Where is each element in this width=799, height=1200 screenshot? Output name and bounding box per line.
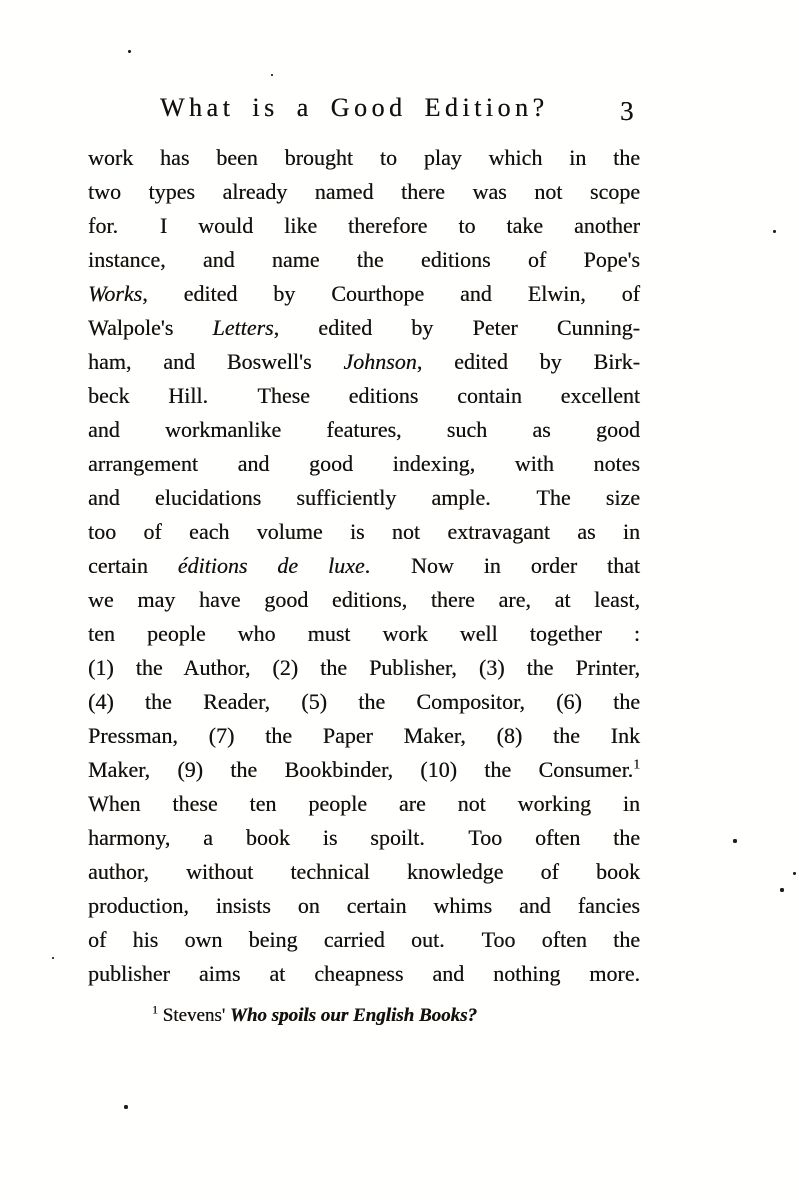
italic-text: Works bbox=[88, 281, 143, 306]
text-line bbox=[88, 311, 640, 345]
text-segment: production, insists on certain whims and fancies bbox=[88, 893, 640, 918]
text-line bbox=[88, 175, 640, 209]
text-segment: and workmanlike features, such as good bbox=[88, 417, 640, 442]
text-segment: harmony, a book is spoilt. Too often the bbox=[88, 825, 640, 850]
text-segment: of his own being carried out. Too often the bbox=[88, 927, 640, 952]
text-line bbox=[88, 515, 640, 549]
text-line bbox=[88, 379, 640, 413]
text-line bbox=[88, 243, 640, 277]
text-line bbox=[88, 923, 640, 957]
scan-speck bbox=[773, 230, 776, 233]
text-segment: Maker, (9) the Bookbinder, (10) the Consumer. bbox=[88, 757, 634, 782]
running-head-title: What is a Good Edition? bbox=[160, 93, 549, 122]
text-segment: beck Hill. These editions contain excellent bbox=[88, 383, 640, 408]
text-line bbox=[88, 685, 640, 719]
text-line bbox=[88, 345, 640, 379]
italic-text: Letters bbox=[212, 315, 274, 340]
text-segment: certain bbox=[88, 553, 178, 578]
text-line bbox=[88, 821, 640, 855]
text-segment: , edited by Peter Cunning- bbox=[273, 315, 640, 340]
text-segment: (1) the Author, (2) the Publisher, (3) the Printer, bbox=[88, 655, 640, 680]
text-segment: instance, and name the editions of Pope's bbox=[88, 247, 640, 272]
italic-text: Johnson bbox=[343, 349, 417, 374]
text-line bbox=[88, 957, 640, 991]
text-line bbox=[88, 277, 640, 311]
text-segment: Stevens' bbox=[157, 1005, 230, 1026]
text-line bbox=[88, 413, 640, 447]
page-number: 3 bbox=[620, 96, 634, 126]
text-line bbox=[88, 617, 640, 651]
text-segment: ten people who must work well together : bbox=[88, 621, 640, 646]
text-line bbox=[88, 651, 640, 685]
text-line bbox=[88, 209, 640, 243]
superscript-ref: 1 bbox=[633, 756, 640, 772]
scan-speck bbox=[124, 1105, 128, 1109]
text-segment: ham, and Boswell's bbox=[88, 349, 344, 374]
text-line bbox=[88, 583, 640, 617]
text-line bbox=[88, 549, 640, 583]
text-segment: Walpole's bbox=[88, 315, 213, 340]
text-line bbox=[88, 447, 640, 481]
scan-speck bbox=[793, 872, 796, 875]
scan-speck bbox=[733, 839, 737, 843]
text-line bbox=[88, 787, 640, 821]
text-segment: publisher aims at cheapness and nothing more. bbox=[88, 961, 640, 986]
superscript-ref: 1 bbox=[152, 1003, 158, 1017]
text-segment: too of each volume is not extravagant as in bbox=[88, 519, 640, 544]
text-segment: , edited by Birk- bbox=[416, 349, 640, 374]
text-segment: author, without technical knowledge of book bbox=[88, 859, 640, 884]
text-line bbox=[88, 141, 640, 175]
text-segment: and elucidations sufficiently ample. The size bbox=[88, 485, 640, 510]
text-segment: When these ten people are not working in bbox=[88, 791, 640, 816]
text-segment: we may have good editions, there are, at least, bbox=[88, 587, 640, 612]
text-segment: for. I would like therefore to take another bbox=[88, 213, 640, 238]
text-line bbox=[88, 719, 640, 753]
text-line bbox=[88, 889, 640, 923]
text-segment: (4) the Reader, (5) the Compositor, (6) the bbox=[88, 689, 640, 714]
scan-speck bbox=[52, 957, 54, 959]
text-segment: Pressman, (7) the Paper Maker, (8) the Ink bbox=[88, 723, 640, 748]
text-line bbox=[88, 855, 640, 889]
text-segment: . Now in order that bbox=[364, 553, 640, 578]
italic-text: éditions de luxe bbox=[177, 553, 365, 578]
text-line bbox=[88, 481, 640, 515]
scan-speck bbox=[780, 888, 784, 892]
text-line bbox=[88, 753, 640, 787]
italic-text: Who spoils our English Books? bbox=[229, 1005, 478, 1026]
text-segment: , edited by Courthope and Elwin, of bbox=[142, 281, 640, 306]
text-segment: two types already named there was not scope bbox=[88, 179, 640, 204]
footnote bbox=[152, 1003, 477, 1029]
scan-speck bbox=[271, 74, 273, 76]
body-text bbox=[88, 141, 640, 991]
text-segment: work has been brought to play which in the bbox=[88, 145, 640, 170]
scan-speck bbox=[128, 50, 131, 53]
text-segment: arrangement and good indexing, with notes bbox=[88, 451, 640, 476]
